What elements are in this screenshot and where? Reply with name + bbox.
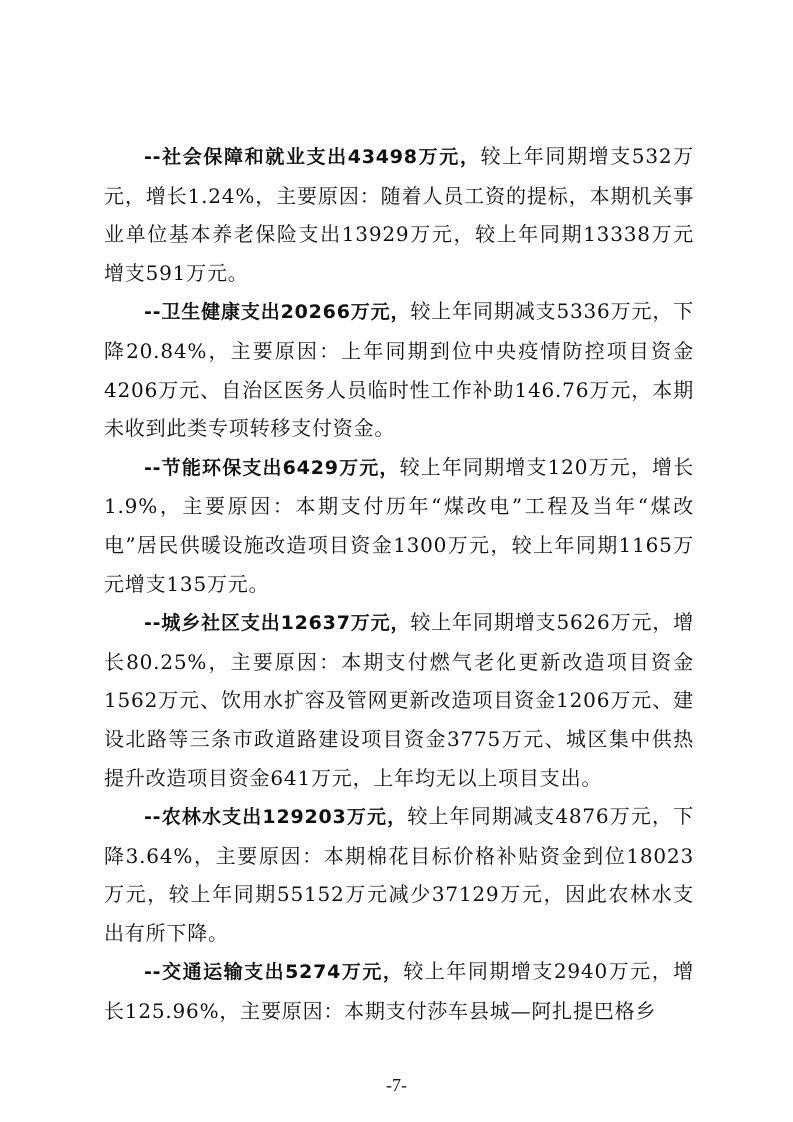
paragraph-lead: --交通运输支出5274万元，: [144, 961, 404, 984]
paragraph-lead: --社会保障和就业支出43498万元，: [144, 146, 481, 168]
paragraph-environment: [104, 448, 694, 603]
paragraph-text: 较上年同期增支120万元，增长1.9%，主要原因：本期支付历年“煤改电”工程及当年“煤改电”居民供暖设施改造项目资金1300万元，较上年同期1165万元增支135万元。: [104, 454, 694, 596]
paragraph-text: 较上年同期减支5336万元，下降20.84%，主要原因：上年同期到位中央疫情防控项目资金4206万元、自治区医务人员临时性工作补助146.76万元，本期未收到此类专项转移支付资金。: [104, 299, 694, 441]
paragraph-text: 较上年同期增支5626万元，增长80.25%，主要原因：本期支付燃气老化更新改造项目资金1562万元、饮用水扩容及管网更新改造项目资金1206万元、建设北路等三条市政道路建设项目资金3775万元、城区集中供热提升改造项目资金641万元，上年均无以上项目支出。: [104, 610, 694, 790]
paragraph-lead: --卫生健康支出20266万元，: [144, 301, 411, 324]
paragraph-text: 较上年同期增支532万元，增长1.24%，主要原因：随着人员工资的提标，本期机关事业单位基本养老保险支出13929万元，较上年同期13338万元增支591万元。: [104, 144, 694, 285]
body-text: [104, 137, 694, 1031]
paragraph-social-security: [104, 137, 694, 292]
paragraph-text: 较上年同期增支2940万元，增长125.96%，主要原因：本期支付莎车县城—阿扎提巴格乡: [104, 959, 694, 1024]
paragraph-urban-rural: [104, 603, 694, 797]
paragraph-text: 较上年同期减支4876万元，下降3.64%，主要原因：本期棉花目标价格补贴资金到位18023万元，较上年同期55152万元减少37129万元，因此农林水支出有所下降。: [104, 804, 694, 945]
paragraph-health: [104, 292, 694, 447]
paragraph-agriculture: [104, 797, 694, 952]
paragraph-lead: --农林水支出129203万元，: [144, 806, 408, 829]
paragraph-transport: [104, 952, 694, 1030]
page-number: -7-: [386, 1075, 407, 1095]
paragraph-lead: --城乡社区支出12637万元，: [144, 612, 411, 635]
paragraph-lead: --节能环保支出6429万元，: [144, 456, 400, 479]
